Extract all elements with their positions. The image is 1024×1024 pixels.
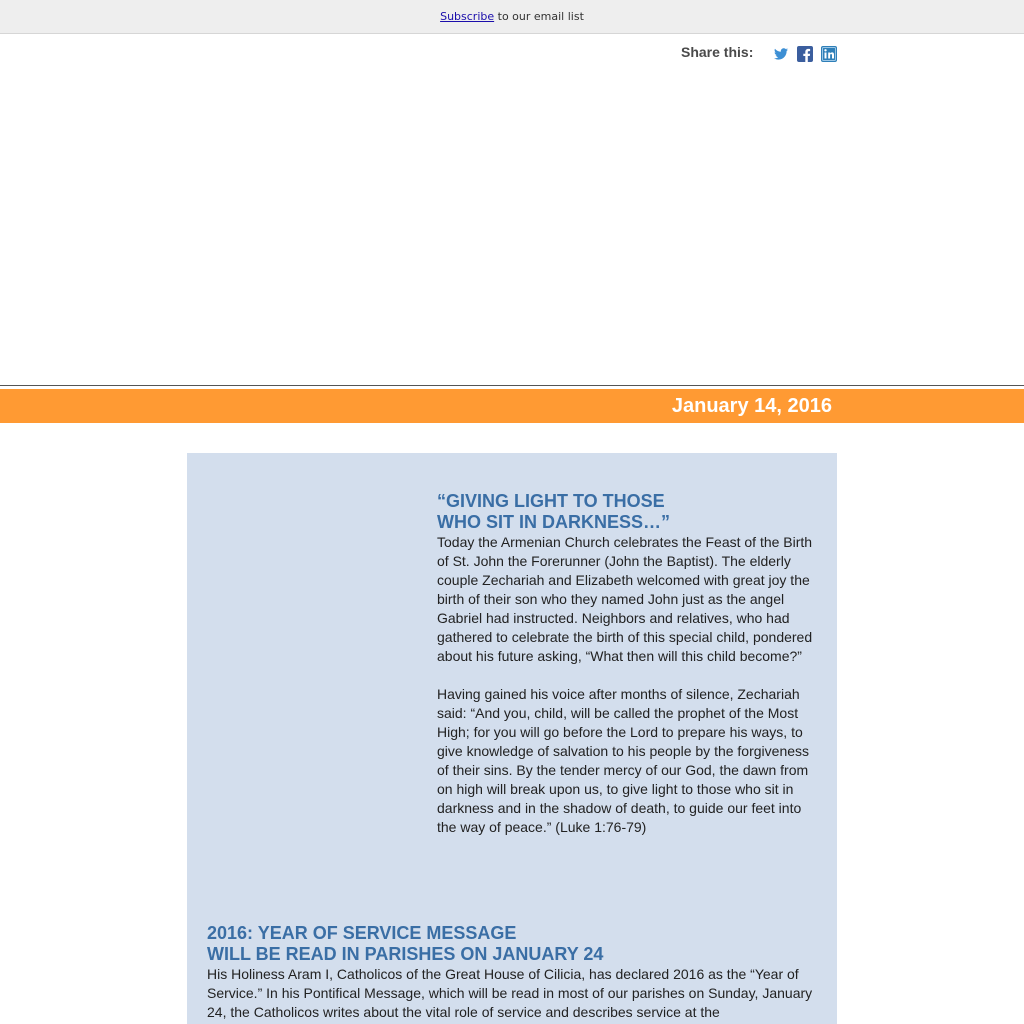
twitter-icon[interactable]: [773, 46, 789, 62]
article-title: 2016: YEAR OF SERVICE MESSAGE WILL BE READ IN PARISHES ON JANUARY 24: [207, 923, 604, 964]
issue-date: January 14, 2016: [671, 395, 832, 417]
article-title: “GIVING LIGHT TO THOSE WHO SIT IN DARKNESS…”: [437, 491, 671, 532]
date-banner: [0, 389, 1024, 423]
subscribe-text: to our email list: [494, 10, 584, 23]
subscribe-bar: [0, 0, 1024, 34]
newsletter-content: [187, 453, 837, 1024]
article-paragraph: Having gained his voice after months of silence, Zechariah said: “And you, child, will be called the prophet of the Most High; for you will go before the Lord to prepare his ways, to give knowledge of salvation to his people by the forgiveness of their sins. By the tender mercy of our God, the dawn from on high will break upon us, to give light to those who sit in darkness and in the shadow of death, to guide our feet into the way of peace.” (Luke 1:76-79): [437, 686, 810, 835]
article-giving-light: [437, 491, 822, 837]
linkedin-icon[interactable]: [821, 46, 837, 62]
facebook-icon[interactable]: [797, 46, 813, 62]
share-label: Share this:: [681, 44, 754, 60]
article-paragraph: Today the Armenian Church celebrates the Feast of the Birth of St. John the Forerunner (John the Baptist). The elderly couple Zechariah and Elizabeth welcomed with great joy the birth of their son who they named John just as the angel Gabriel had instructed. Neighbors and relatives, who had gathered to celebrate the birth of this special child, pondered about his future asking, “What then will this child become?”: [437, 534, 813, 664]
article-year-of-service: [207, 923, 822, 1022]
share-bar: [681, 44, 837, 64]
article-paragraph: His Holiness Aram I, Catholicos of the Great House of Cilicia, has declared 2016 as the “Year of Service.” In his Pontifical Message, which will be read in most of our parishes on Sunday, January 24, the Catholicos writes about the vital role of service and describes service at the: [207, 966, 813, 1020]
header-divider: [0, 385, 1024, 386]
subscribe-link[interactable]: Subscribe: [440, 10, 495, 23]
